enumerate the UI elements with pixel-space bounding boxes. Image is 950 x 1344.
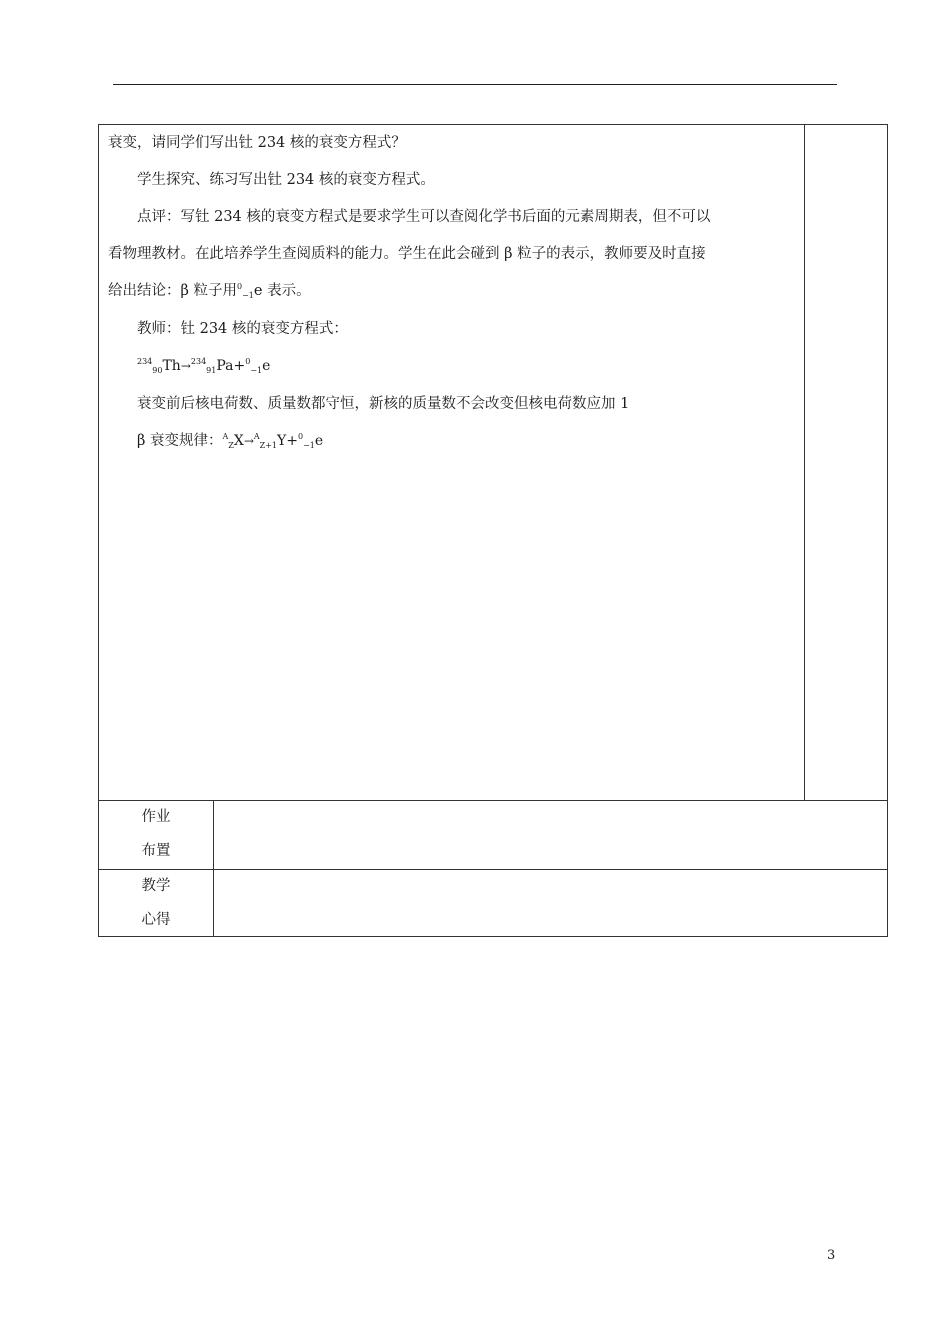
arrow-icon: → bbox=[180, 359, 191, 373]
homework-label bbox=[99, 800, 213, 868]
pa-charge: 91 bbox=[206, 366, 217, 375]
header-rule bbox=[113, 84, 837, 85]
th-charge: 90 bbox=[152, 366, 163, 375]
th-symbol: Th bbox=[162, 358, 181, 374]
text-line: 衰变前后核电荷数、质量数都守恒，新核的质量数不会改变但核电荷数应加 1 bbox=[137, 396, 630, 412]
pa-mass: 234 bbox=[190, 357, 207, 366]
charge-number: −1 bbox=[242, 291, 254, 300]
x-mass: A bbox=[222, 432, 229, 441]
plus-sign: + bbox=[286, 433, 298, 449]
text-line: 教师：钍 234 核的衰变方程式： bbox=[137, 321, 348, 337]
y-symbol: Y bbox=[277, 433, 287, 449]
text-line: 看物理教材。在此培养学生查阅质料的能力。学生在此会碰到 β 粒子的表示，教师要及时直接 bbox=[108, 246, 706, 262]
e-mass: 0 bbox=[245, 357, 251, 366]
beta-particle-symbol bbox=[237, 283, 254, 299]
homework-label-line2: 布置 bbox=[141, 843, 171, 859]
e-mass: 0 bbox=[298, 432, 304, 441]
beta-decay-rule bbox=[108, 423, 798, 461]
thorium-decay-equation bbox=[108, 348, 798, 386]
y-charge: Z+1 bbox=[259, 441, 278, 450]
th-mass: 234 bbox=[137, 357, 153, 366]
mass-number: 0 bbox=[237, 282, 243, 291]
e-charge: −1 bbox=[303, 441, 315, 450]
x-symbol: X bbox=[233, 433, 244, 449]
e-symbol: e bbox=[314, 433, 324, 449]
reflection-label-line1: 教学 bbox=[141, 878, 171, 894]
e-charge: −1 bbox=[250, 366, 263, 375]
text-line: 衰变，请同学们写出钍 234 核的衰变方程式？ bbox=[108, 135, 406, 151]
conclusion-text: 给出结论：β 粒子用 bbox=[108, 283, 237, 299]
page-number: 3 bbox=[827, 1248, 836, 1263]
lesson-table bbox=[98, 124, 888, 937]
e-symbol: e bbox=[262, 358, 271, 374]
label-column-divider bbox=[213, 800, 214, 937]
reflection-label bbox=[99, 869, 213, 937]
conclusion-text-end: e 表示。 bbox=[253, 283, 311, 299]
notes-column-divider bbox=[804, 125, 805, 801]
reflection-label-line2: 心得 bbox=[141, 912, 171, 928]
homework-label-line1: 作业 bbox=[141, 809, 171, 825]
text-line: 学生探究、练习写出钍 234 核的衰变方程式。 bbox=[137, 172, 435, 188]
text-line bbox=[108, 273, 798, 311]
x-charge: Z bbox=[228, 441, 234, 450]
text-line: 点评：写钍 234 核的衰变方程式是要求学生可以查阅化学书后面的元素周期表，但不可以 bbox=[137, 209, 711, 225]
arrow-icon: → bbox=[243, 434, 254, 448]
plus-sign: + bbox=[233, 358, 246, 374]
row-divider-1 bbox=[99, 800, 888, 801]
y-mass: A bbox=[253, 432, 260, 441]
row-divider-2 bbox=[99, 869, 888, 870]
rule-label: β 衰变规律： bbox=[137, 433, 223, 449]
lesson-content bbox=[108, 125, 798, 461]
pa-symbol: Pa bbox=[216, 358, 234, 374]
